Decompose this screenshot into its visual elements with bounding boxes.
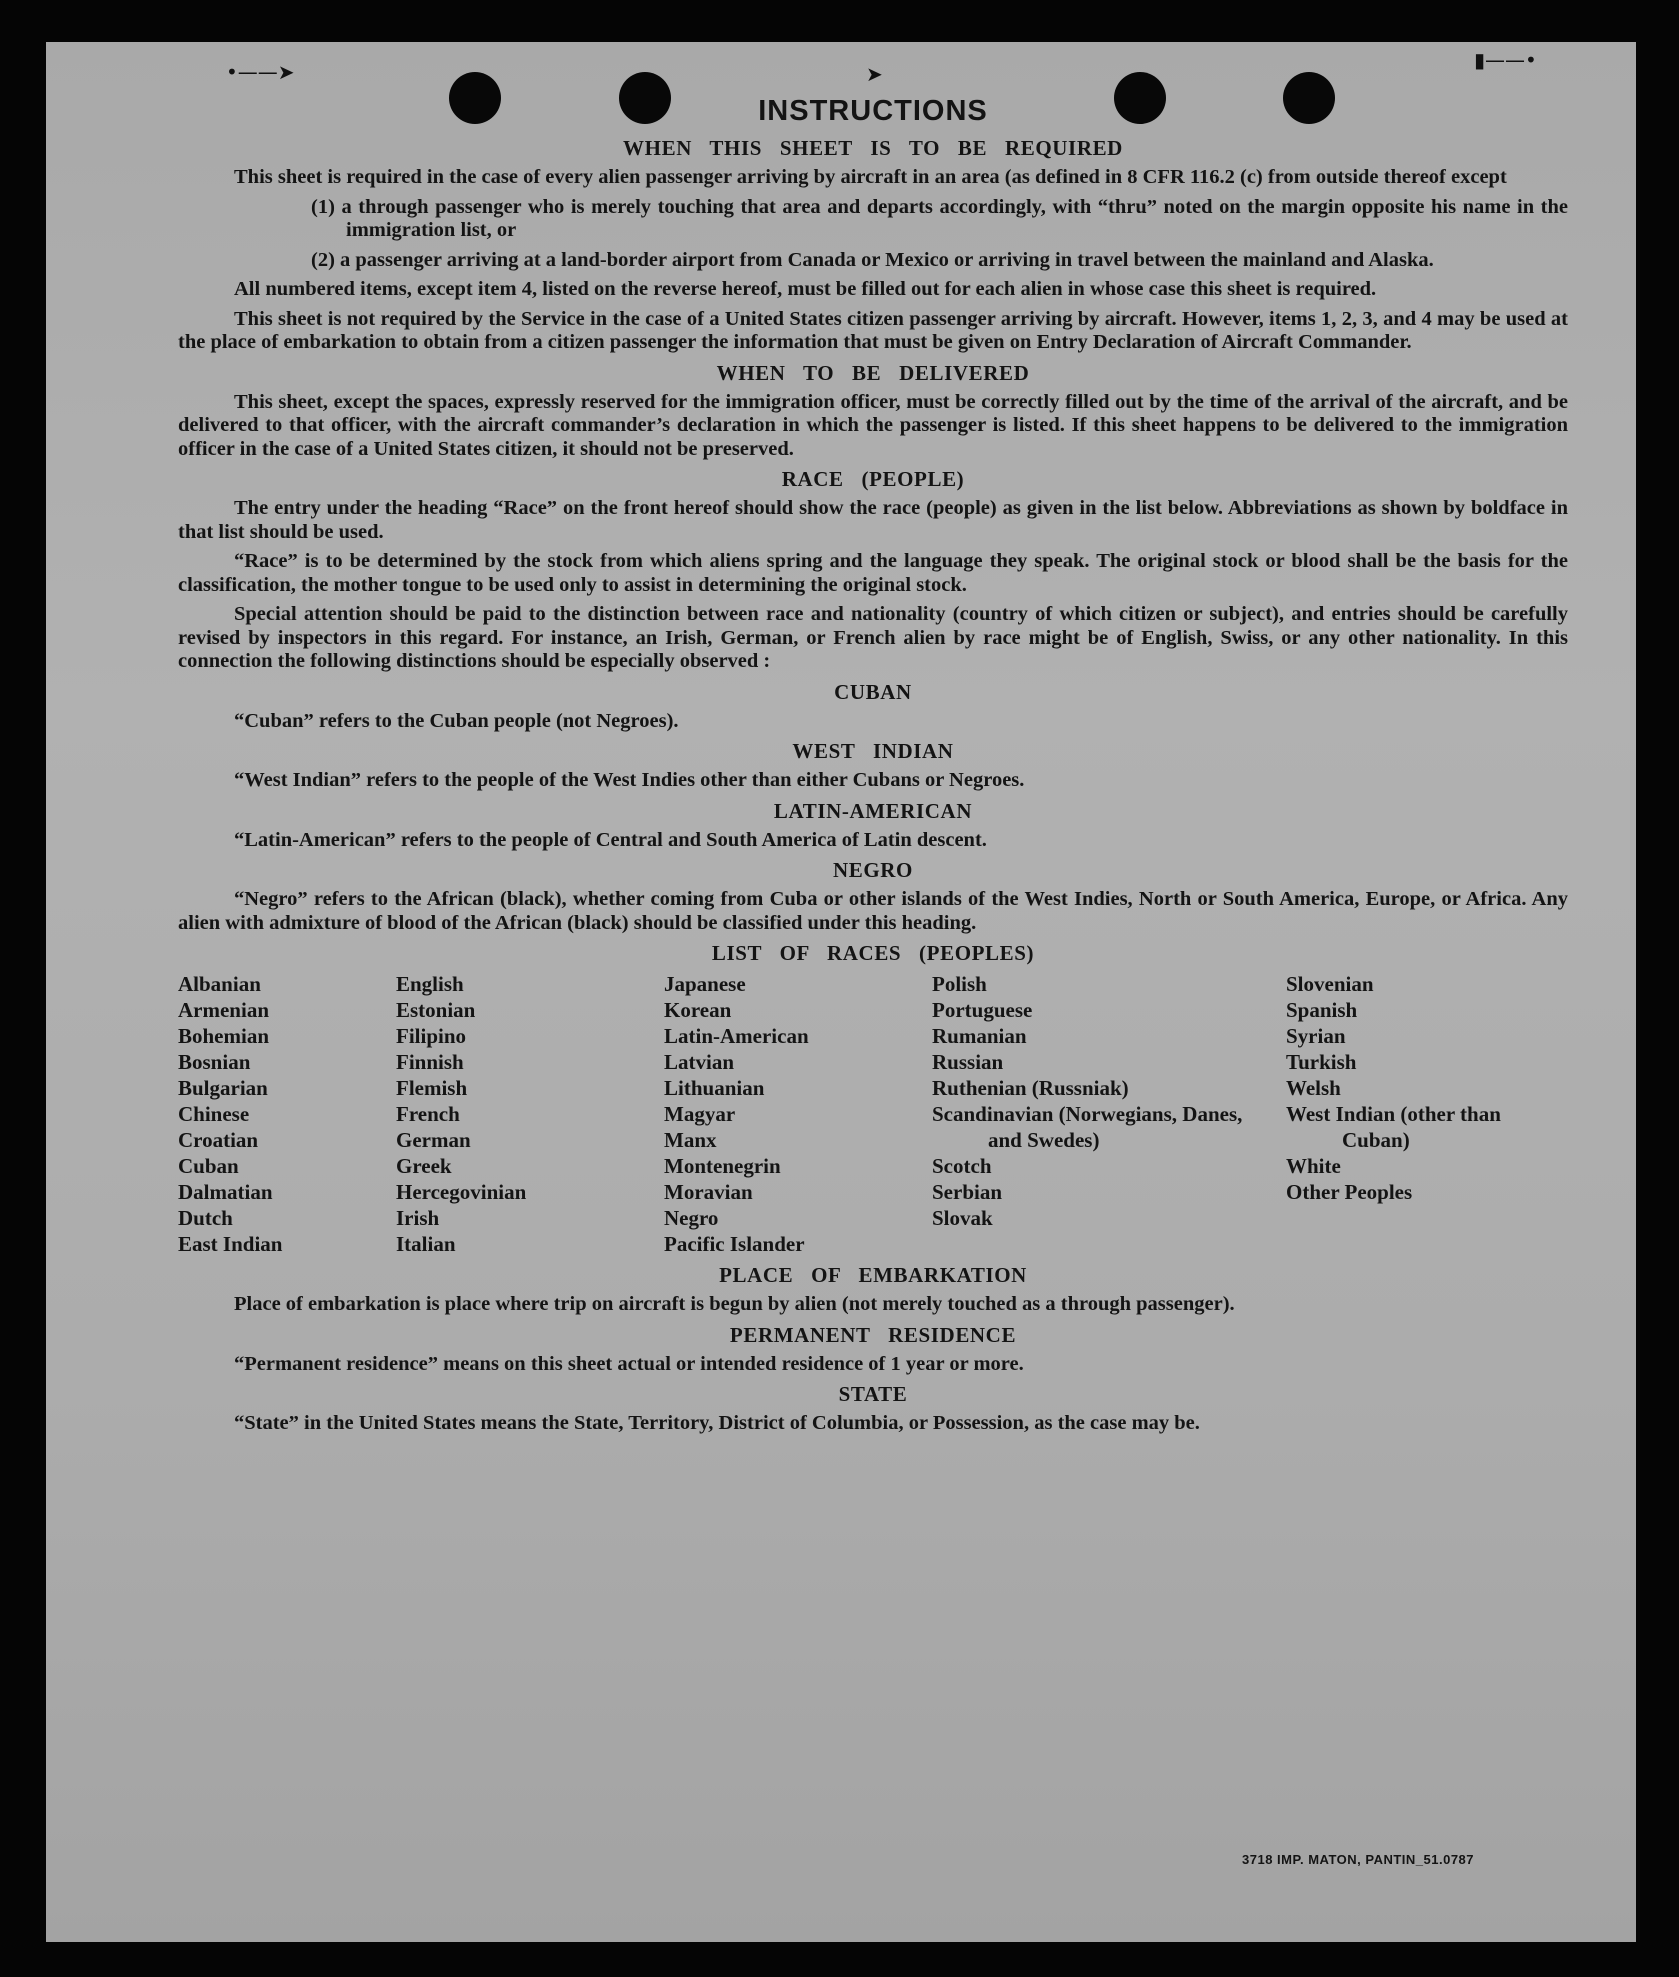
race-item: Scotch [932, 1154, 992, 1178]
race-item: Polish [932, 972, 987, 996]
paragraph: Place of embarkation is place where trip on aircraft is begun by alien (not merely touched as a through passenger). [234, 1293, 1235, 1315]
paragraph: Special attention should be paid to the distinction between race and nationality (country of which citizen or subject), and entries should be carefully revised by inspectors in this regard. For instance, an Irish, German, or French alien by race might be of English, Swiss, or any other nationality. In this connection the following distinctions should be especially observed : [178, 603, 1568, 672]
page-title: INSTRUCTIONS [758, 95, 988, 127]
race-item: Spanish [1286, 998, 1358, 1022]
race-item: Other Peoples [1286, 1180, 1413, 1204]
paragraph: “West Indian” refers to the people of the West Indies other than either Cubans or Negroes. [234, 769, 1025, 791]
race-item: Greek [396, 1154, 452, 1178]
paragraph: All numbered items, except item 4, listed on the reverse hereof, must be filled out for each alien in whose case this sheet is required. [234, 278, 1377, 300]
arrow-mark-icon: •——➤ [226, 60, 295, 84]
paragraph: “Cuban” refers to the Cuban people (not Negroes). [234, 709, 679, 732]
race-item: Negro [664, 1206, 719, 1230]
printer-imprint: 3718 IMP. MATON, PANTIN_51.0787 [1242, 1852, 1475, 1867]
section-heading-west-indian: WEST INDIAN [792, 739, 954, 763]
list-item: (2) a passenger arriving at a land-border airport from Canada or Mexico or arriving in travel between the mainland and Alaska. [311, 248, 1434, 271]
section-heading-cuban: CUBAN [834, 679, 912, 704]
race-item: Bohemian [178, 1024, 270, 1048]
race-item: Turkish [1286, 1050, 1357, 1074]
race-item: Filipino [396, 1024, 467, 1048]
race-item: English [396, 972, 464, 996]
races-list [178, 971, 1568, 1257]
paragraph: This sheet, except the spaces, expressly reserved for the immigration officer, must be correctly filled out by the time of the arrival of the aircraft, and be delivered to that officer, with the aircraft commander’s declaration in which the passenger is listed. If this sheet happens to be delivered to the immigration officer in the case of a United States citizen, it should not be preserved. [178, 390, 1568, 460]
race-item: Estonian [396, 998, 476, 1022]
race-item: Ruthenian (Russniak) [932, 1076, 1129, 1100]
section-heading-list-of-races: LIST OF RACES (PEOPLES) [711, 941, 1035, 965]
arrow-mark-icon: ▮——• [1474, 48, 1537, 72]
race-item: Cuban [178, 1154, 239, 1178]
race-item: Rumanian [932, 1024, 1027, 1048]
paragraph: The entry under the heading “Race” on the front hereof should show the race (people) as given in the list below. Abbreviations as shown by boldface in that list should be used. [178, 497, 1568, 543]
section-heading-negro: NEGRO [832, 858, 913, 882]
races-column [1286, 971, 1536, 1257]
race-item: Montenegrin [664, 1154, 781, 1178]
section-heading-state: STATE [838, 1382, 908, 1406]
race-item: Latin-American [664, 1024, 809, 1048]
races-column [396, 971, 664, 1257]
race-item: Moravian [664, 1180, 753, 1204]
race-item: Albanian [178, 972, 261, 996]
race-item: German [396, 1128, 471, 1152]
race-item: Slovak [932, 1206, 993, 1230]
section-heading-race: RACE (PEOPLE) [781, 467, 965, 491]
race-item: Magyar [664, 1102, 736, 1126]
paragraph: This sheet is required in the case of every alien passenger arriving by aircraft in an area (as defined in 8 CFR 116.2 (c) from outside thereof except [234, 166, 1507, 188]
races-column [664, 971, 932, 1257]
race-item: Dalmatian [178, 1180, 273, 1204]
race-item: Manx [664, 1128, 717, 1152]
race-item: French [396, 1102, 460, 1126]
paragraph: This sheet is not required by the Service in the case of a United States citizen passenger arriving by aircraft. However, items 1, 2, 3, and 4 may be used at the place of embarkation to obtain from a citizen passenger the information that must be given on Entry Declaration of Aircraft Commander. [178, 307, 1568, 353]
races-column [178, 971, 396, 1257]
race-item: East Indian [178, 1232, 283, 1256]
race-item: Flemish [396, 1076, 468, 1100]
race-item: Armenian [178, 998, 269, 1022]
section-heading-when-delivered: WHEN TO BE DELIVERED [716, 360, 1030, 385]
races-column [932, 971, 1286, 1257]
paragraph: “Negro” refers to the African (black), whether coming from Cuba or other islands of the West Indies, North or South America, Europe, or Africa. Any alien with admixture of blood of the African (black) should be classified under this heading. [178, 888, 1568, 934]
race-item: Pacific Islander [664, 1232, 805, 1256]
instructions-content [178, 94, 1568, 1436]
race-item: Chinese [178, 1102, 250, 1126]
race-item: Finnish [396, 1050, 464, 1074]
paragraph: “Race” is to be determined by the stock from which aliens spring and the language they speak. The original stock or blood shall be the basis for the classification, the mother tongue to be used only to assist in determining the original stock. [178, 550, 1568, 596]
race-item: Syrian [1286, 1024, 1346, 1048]
race-item: Serbian [932, 1180, 1003, 1204]
race-item: Hercegovinian [396, 1180, 527, 1204]
race-item: West Indian (other than Cuban) [1286, 1102, 1501, 1152]
section-heading-residence: PERMANENT RESIDENCE [729, 1322, 1017, 1347]
race-item: Welsh [1286, 1076, 1341, 1100]
section-heading-latin-american: LATIN-AMERICAN [773, 798, 973, 823]
list-item: (1) a through passenger who is merely touching that area and departs accordingly, with “thru” noted on the margin opposite his name in the immigration list, or [311, 195, 1568, 241]
race-item: Dutch [178, 1206, 233, 1230]
race-item: Japanese [664, 972, 746, 996]
race-item: Lithuanian [664, 1076, 765, 1100]
section-heading-embarkation: PLACE OF EMBARKATION [719, 1263, 1027, 1287]
race-item: Italian [396, 1232, 456, 1256]
race-item: Portuguese [932, 998, 1033, 1022]
race-item: Croatian [178, 1128, 259, 1152]
race-item: Bosnian [178, 1050, 251, 1074]
race-item: Latvian [664, 1050, 735, 1074]
paragraph: “State” in the United States means the State, Territory, District of Columbia, or Possession, as the case may be. [234, 1412, 1200, 1434]
race-item: White [1286, 1154, 1341, 1178]
document-sheet [46, 42, 1636, 1942]
race-item: Bulgarian [178, 1076, 268, 1100]
paragraph: “Latin-American” refers to the people of Central and South America of Latin descent. [234, 828, 987, 851]
race-item: Slovenian [1286, 972, 1374, 996]
race-item: Irish [396, 1206, 440, 1230]
paragraph: “Permanent residence” means on this sheet actual or intended residence of 1 year or more. [234, 1352, 1024, 1375]
race-item: Scandinavian (Norwegians, Danes, and Swedes) [932, 1102, 1243, 1152]
section-heading-when-required: WHEN THIS SHEET IS TO BE REQUIRED [623, 136, 1123, 160]
race-item: Korean [664, 998, 732, 1022]
arrow-mark-icon: ➤ [866, 62, 883, 86]
race-item: Russian [932, 1050, 1004, 1074]
